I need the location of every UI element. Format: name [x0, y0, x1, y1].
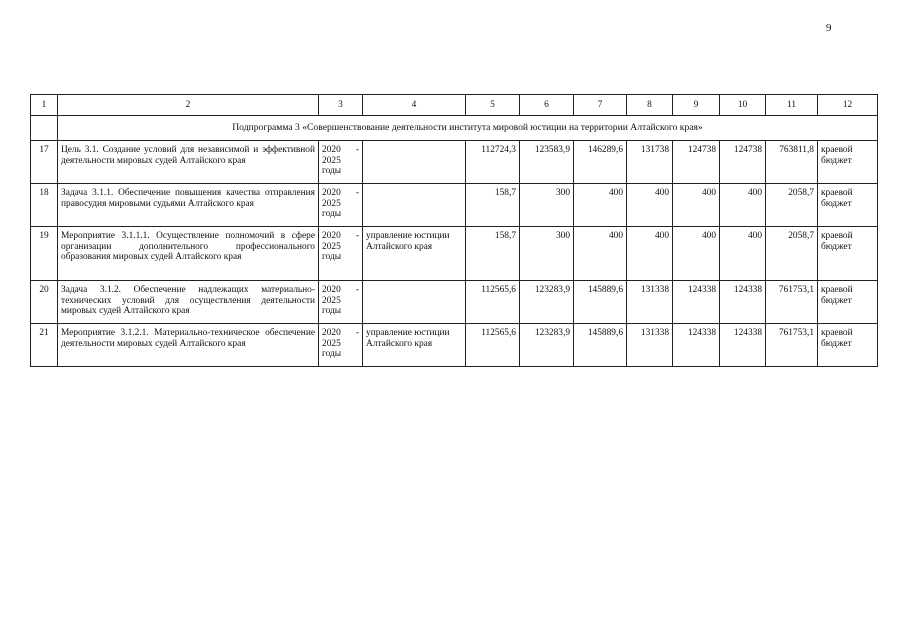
row-source-cell: краевой бюджет	[818, 227, 878, 281]
row-name-cell: Мероприятие 3.1.2.1. Материально-техническое обеспечение деятельности мировых судей Алтайского края	[58, 324, 319, 367]
row-value-2025: 124338	[720, 324, 766, 367]
row-value-2021: 300	[520, 184, 574, 227]
row-executor-cell	[363, 184, 466, 227]
row-value-2023: 400	[627, 184, 673, 227]
row-source-cell: краевой бюджет	[818, 324, 878, 367]
subprogram-row	[31, 116, 878, 141]
row-period-cell	[319, 141, 363, 184]
row-period-cell	[319, 281, 363, 324]
row-value-2025: 400	[720, 184, 766, 227]
row-value-2020: 158,7	[466, 227, 520, 281]
row-value-2022: 400	[574, 227, 627, 281]
subprogram-blank-cell	[31, 116, 58, 141]
row-name-cell: Цель 3.1. Создание условий для независимой и эффективной деятельности мировых судей Алтайского края	[58, 141, 319, 184]
column-header: 10	[720, 95, 766, 116]
row-executor-cell: управление юстиции Алтайского края	[363, 324, 466, 367]
row-total-cell: 2058,7	[766, 184, 818, 227]
column-header: 12	[818, 95, 878, 116]
period-start: 2020	[322, 328, 341, 338]
period-dash: -	[355, 328, 359, 338]
column-header: 1	[31, 95, 58, 116]
period-start: 2020	[322, 145, 341, 155]
subprogram-title: Подпрограмма 3 «Совершенствование деятельности института мировой юстиции на территории Алтайского края»	[58, 116, 878, 141]
row-value-2022: 145889,6	[574, 281, 627, 324]
row-number-cell: 17	[31, 141, 58, 184]
table-row	[31, 227, 878, 281]
row-value-2022: 145889,6	[574, 324, 627, 367]
page-number: 9	[826, 22, 832, 34]
row-source-cell: краевой бюджет	[818, 281, 878, 324]
row-value-2022: 400	[574, 184, 627, 227]
row-executor-cell: управление юстиции Алтайского края	[363, 227, 466, 281]
period-end: 2025	[322, 198, 341, 209]
period-dash: -	[355, 188, 359, 198]
row-source-cell: краевой бюджет	[818, 184, 878, 227]
row-total-cell: 2058,7	[766, 227, 818, 281]
row-value-2023: 131738	[627, 141, 673, 184]
row-value-2024: 400	[673, 184, 720, 227]
column-header: 3	[319, 95, 363, 116]
row-number-cell: 18	[31, 184, 58, 227]
column-header: 4	[363, 95, 466, 116]
period-unit: годы	[322, 306, 342, 317]
period-dash: -	[355, 145, 359, 155]
row-period-cell	[319, 184, 363, 227]
period-unit: годы	[322, 349, 342, 360]
table-row	[31, 141, 878, 184]
row-number-cell: 20	[31, 281, 58, 324]
column-header: 2	[58, 95, 319, 116]
table-row	[31, 281, 878, 324]
period-end: 2025	[322, 155, 341, 166]
column-header: 8	[627, 95, 673, 116]
row-value-2021: 123283,9	[520, 324, 574, 367]
row-executor-cell	[363, 141, 466, 184]
table-row	[31, 324, 878, 367]
row-period-cell	[319, 324, 363, 367]
row-value-2020: 112724,3	[466, 141, 520, 184]
period-end: 2025	[322, 241, 341, 252]
period-end: 2025	[322, 295, 341, 306]
row-value-2024: 124738	[673, 141, 720, 184]
row-value-2023: 131338	[627, 281, 673, 324]
budget-table	[30, 94, 878, 367]
column-header: 9	[673, 95, 720, 116]
row-value-2025: 124338	[720, 281, 766, 324]
row-value-2025: 124738	[720, 141, 766, 184]
column-header: 7	[574, 95, 627, 116]
column-header: 6	[520, 95, 574, 116]
period-unit: годы	[322, 166, 342, 177]
period-unit: годы	[322, 252, 342, 263]
row-total-cell: 763811,8	[766, 141, 818, 184]
row-value-2024: 400	[673, 227, 720, 281]
row-value-2024: 124338	[673, 281, 720, 324]
row-source-cell: краевой бюджет	[818, 141, 878, 184]
row-value-2020: 112565,6	[466, 281, 520, 324]
row-number-cell: 19	[31, 227, 58, 281]
column-header: 11	[766, 95, 818, 116]
row-value-2023: 400	[627, 227, 673, 281]
period-unit: годы	[322, 209, 342, 220]
row-value-2020: 158,7	[466, 184, 520, 227]
row-value-2025: 400	[720, 227, 766, 281]
table-header-row	[31, 95, 878, 116]
row-executor-cell	[363, 281, 466, 324]
row-value-2023: 131338	[627, 324, 673, 367]
row-total-cell: 761753,1	[766, 281, 818, 324]
row-name-cell: Задача 3.1.1. Обеспечение повышения качества отправления правосудия мировыми судьями Алтайского края	[58, 184, 319, 227]
period-end: 2025	[322, 338, 341, 349]
row-value-2021: 123283,9	[520, 281, 574, 324]
row-value-2022: 146289,6	[574, 141, 627, 184]
row-name-cell: Мероприятие 3.1.1.1. Осуществление полномочий в сфере организации дополнительного профессионального образования мировых судей Алтайского края	[58, 227, 319, 281]
period-start: 2020	[322, 231, 341, 241]
row-number-cell: 21	[31, 324, 58, 367]
period-start: 2020	[322, 188, 341, 198]
period-dash: -	[355, 231, 359, 241]
table-row	[31, 184, 878, 227]
period-dash: -	[355, 285, 359, 295]
row-value-2020: 112565,6	[466, 324, 520, 367]
row-value-2024: 124338	[673, 324, 720, 367]
row-name-cell: Задача 3.1.2. Обеспечение надлежащих материально-технических условий для осуществления деятельности мировых судей Алтайского края	[58, 281, 319, 324]
row-total-cell: 761753,1	[766, 324, 818, 367]
column-header: 5	[466, 95, 520, 116]
row-value-2021: 123583,9	[520, 141, 574, 184]
row-period-cell	[319, 227, 363, 281]
period-start: 2020	[322, 285, 341, 295]
row-value-2021: 300	[520, 227, 574, 281]
